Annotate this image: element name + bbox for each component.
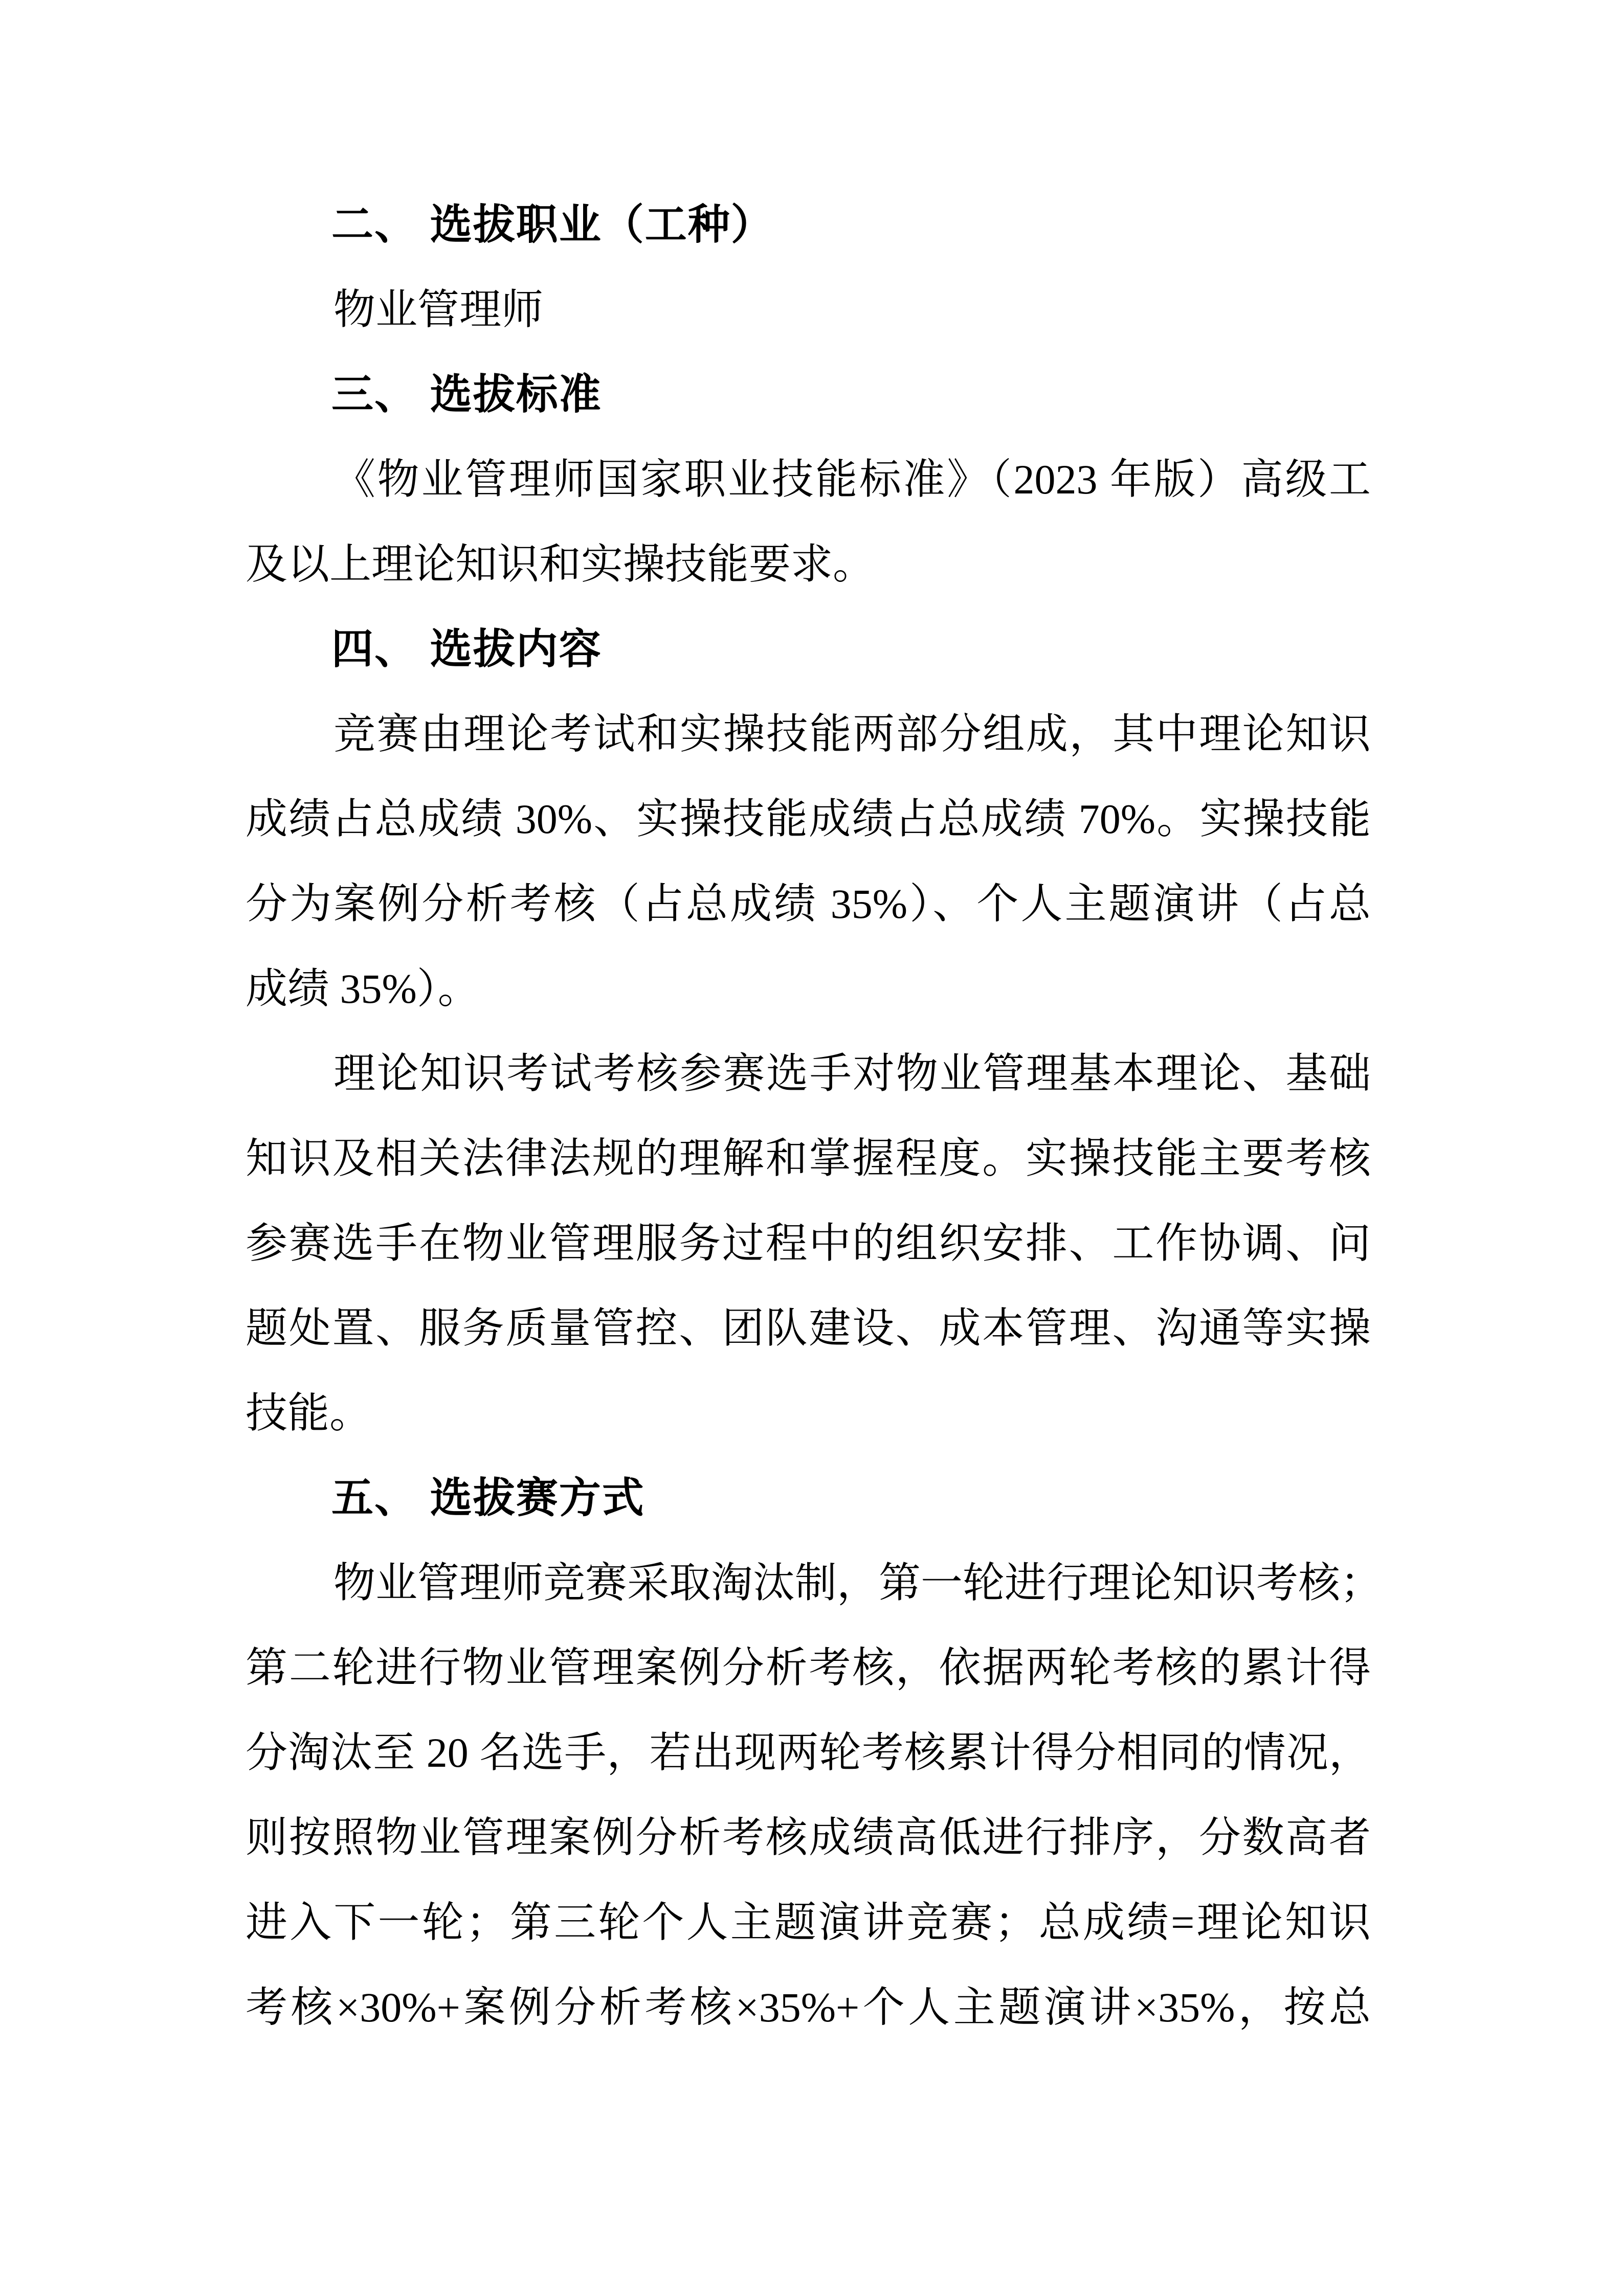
body-line: 成绩占总成绩 30%、实操技能成绩占总成绩 70%。实操技能 <box>246 796 1371 842</box>
body-line: 参赛选手在物业管理服务过程中的组织安排、工作协调、问 <box>246 1220 1371 1267</box>
body-line: 理论知识考试考核参赛选手对物业管理基本理论、基础 <box>333 1050 1371 1097</box>
body-line: 竞赛由理论考试和实操技能两部分组成，其中理论知识 <box>333 711 1371 757</box>
heading-3-selection-standard: 三、 选拔标准 <box>331 371 602 418</box>
body-line: 知识及相关法律法规的理解和掌握程度。实操技能主要考核 <box>246 1135 1371 1182</box>
heading-2-selection-occupation: 二、 选拔职业（工种） <box>331 201 774 248</box>
body-line: 成绩 35%）。 <box>246 965 480 1012</box>
body-line: 考核×30%+案例分析考核×35%+个人主题演讲×35%，按总 <box>246 1984 1371 2031</box>
heading-5-selection-method: 五、 选拔赛方式 <box>331 1475 645 1521</box>
heading-4-selection-content: 四、 选拔内容 <box>331 626 602 672</box>
body-line: 题处置、服务质量管控、团队建设、成本管理、沟通等实操 <box>246 1305 1371 1352</box>
body-line: 分为案例分析考核（占总成绩 35%）、个人主题演讲（占总 <box>246 881 1371 927</box>
body-line: 进入下一轮；第三轮个人主题演讲竞赛；总成绩=理论知识 <box>246 1899 1371 1946</box>
body-line: 则按照物业管理案例分析考核成绩高低进行排序，分数高者 <box>246 1814 1371 1861</box>
body-line: 技能。 <box>246 1390 372 1436</box>
body-line: 分淘汰至 20 名选手，若出现两轮考核累计得分相同的情况， <box>246 1729 1371 1776</box>
body-line: 《物业管理师国家职业技能标准》（2023 年版）高级工 <box>333 456 1371 503</box>
body-line-occupation: 物业管理师 <box>333 286 544 333</box>
document-text-block <box>246 183 1383 2050</box>
body-line: 物业管理师竞赛采取淘汰制，第一轮进行理论知识考核； <box>333 1560 1383 1606</box>
body-line: 及以上理论知识和实操技能要求。 <box>246 541 875 588</box>
body-line: 第二轮进行物业管理案例分析考核，依据两轮考核的累计得 <box>246 1645 1371 1691</box>
